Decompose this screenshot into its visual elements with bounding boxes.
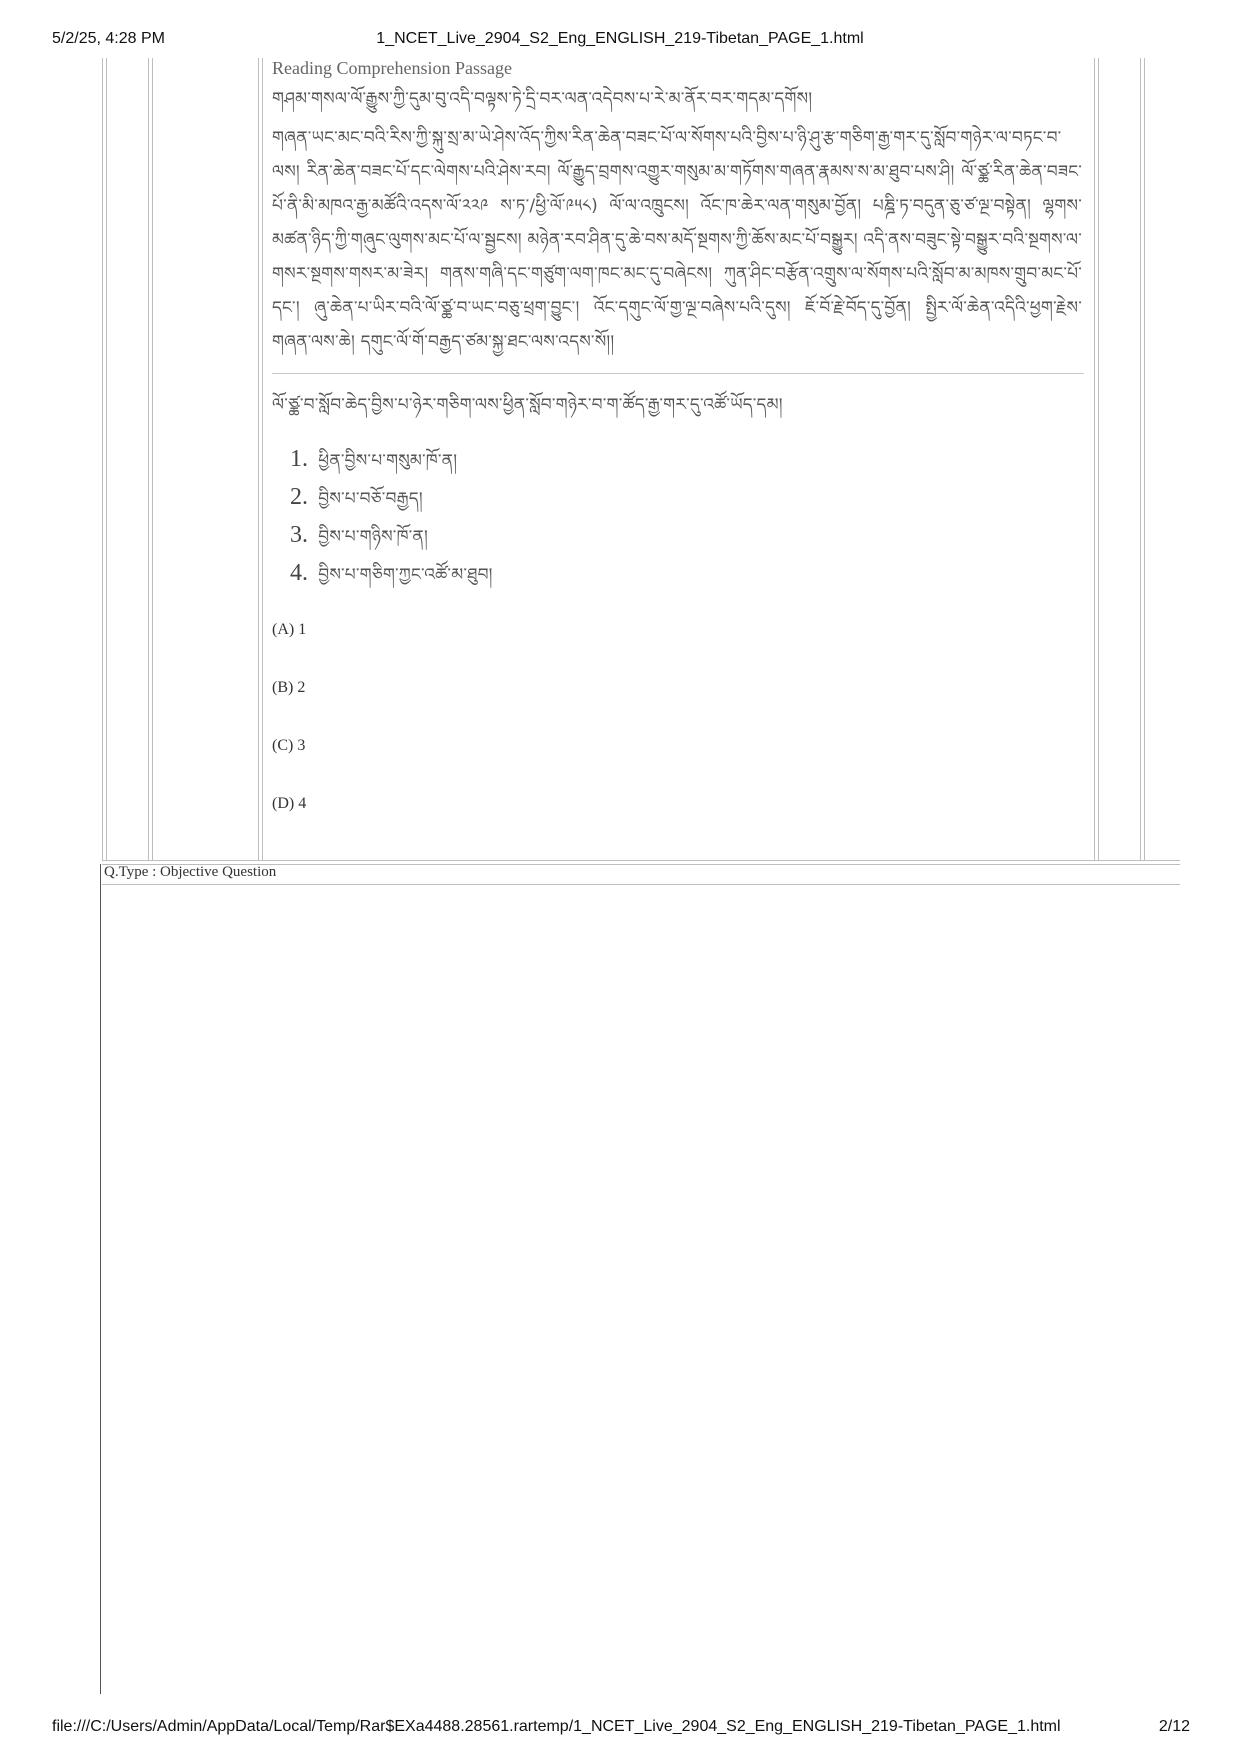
- print-datetime: 5/2/25, 4:28 PM: [52, 30, 165, 47]
- option-c: (C) 3: [272, 737, 306, 754]
- table-column-divider: [1140, 58, 1141, 861]
- option-b: (B) 2: [272, 679, 306, 696]
- print-header: [0, 30, 1240, 52]
- table-column-divider: [152, 58, 153, 861]
- statement-list: [290, 440, 1082, 592]
- table-column-divider: [148, 58, 149, 861]
- statement-number: 3.: [290, 522, 308, 548]
- passage-separator: [272, 373, 1084, 374]
- question-text: ལོ་ཙྪ་བ་སློབ་ཆེད་བྱིས་པ་ཉེར་གཅིག་ལས་ཕྱིན་སློབ་གཉེར་བ་ག་ཚོད་རྒྱ་གར་དུ་འཚོ་ཡོད་དམ།: [272, 395, 783, 415]
- statement-item: [290, 554, 1082, 592]
- table-border-left-inner: [106, 58, 107, 861]
- statement-text: བྱིས་པ་གཉིས་ཁོ་ན།: [318, 527, 428, 547]
- table-border-left: [102, 58, 103, 861]
- page-left-rule: [100, 864, 101, 1694]
- question-type-label: Q.Type : Objective Question: [104, 864, 277, 880]
- print-title: 1_NCET_Live_2904_S2_Eng_ENGLISH_219-Tibetan_PAGE_1.html: [376, 30, 864, 47]
- statement-number: 1.: [290, 446, 308, 472]
- table-row-bottom: [102, 860, 1180, 861]
- print-file-path: file:///C:/Users/Admin/AppData/Local/Temp/Rar$EXa4488.28561.rartemp/1_NCET_Live_2904_S2_Eng_ENGLISH_219-Tibetan_PAGE_1.html: [52, 1718, 1061, 1735]
- print-footer: [0, 1718, 1240, 1740]
- statement-number: 4.: [290, 560, 308, 586]
- statement-text: བྱིས་པ་བཅོ་བརྒྱད།: [318, 489, 423, 509]
- table-column-divider: [262, 58, 263, 861]
- statement-text: ཕྱིན་བྱིས་པ་གསུམ་ཁོ་ན།: [318, 451, 458, 471]
- statement-text: བྱིས་པ་གཅིག་ཀྱང་འཚོ་མ་ཐུབ།: [318, 565, 493, 585]
- statement-item: [290, 516, 1082, 554]
- table-column-divider: [1144, 58, 1145, 861]
- statement-item: [290, 478, 1082, 516]
- table-column-divider: [1094, 58, 1095, 861]
- passage-instruction: གཤམ་གསལ་ལོ་རྒྱུས་ཀྱི་དུམ་བུ་འདི་བལྟས་ཏེ་དྲི་བར་ལན་འདེབས་པ་རེ་མ་ནོར་བར་གདམ་དགོས།: [272, 89, 813, 109]
- answer-options: [272, 618, 1082, 850]
- option-d: (D) 4: [272, 795, 307, 812]
- table-column-divider: [258, 58, 259, 861]
- passage-body: གཞན་ཡང་མང་བའི་རིས་ཀྱི་སྐུ་སྲ་མ་ཡེ་ཤེས་འོད་ཀྱིས་རིན་ཆེན་བཟང་པོ་ལ་སོགས་པའི་བྱིས་པ་ཉི་ཤུ་རྩ་གཅིག་རྒྱ་གར་དུ་སློབ་གཉེར་ལ་བཏང་བ་ལས། རིན་ཆེན་བཟང་པོ་དང་ལེགས་པའི་ཤེས་རབ། ལོ་རྒྱུད་བྲགས་འགྱུར་གསུམ་མ་གཏོགས་གཞན་རྣམས་ས་མ་ཐུབ་པས་ཤི། ལོ་ཙྪ་རིན་ཆེན་བཟང་པོ་ནི་མི་མཁའ་རྒྱ་མཚོའི་འདས་ལོ་༢༢༩ ས་ཏ་/ཕྱི་ལོ་༩༥༨) ལོ་ལ་འཁྲུངས། འོང་ཁ་ཆེར་ལན་གསུམ་བྱོན། པཎྜི་ཏ་བདུན་ཅུ་ཙ་ལྔ་བསྟེན། ལྷགས་མཚན་ཉིད་ཀྱི་གཞུང་ལུགས་མང་པོ་ལ་སྦྱངས། མཉེན་རབ་ཤིན་དུ་ཆེ་བས་མདོ་སྔགས་ཀྱི་ཆོས་མང་པོ་བསྒྱུར། འདི་ནས་བཟུང་སྟེ་བསྒྱུར་བའི་སྔགས་ལ་གསར་སྔགས་གསར་མ་ཟེར། གནས་གཞི་དང་གཙུག་ལག་ཁང་མང་དུ་བཞེངས། ཀུན་ཤིང་བརྩོན་འགྲུས་ལ་སོགས་པའི་སློབ་མ་མཁས་གྲུབ་མང་པོ་དང་། ཞུ་ཆེན་པ་ཡིར་བའི་ལོ་ཙྪ་བ་ཡང་བཅུ་ཕྲག་བྱུང་། འོང་དགུང་ལོ་གྱ་ལྔ་བཞེས་པའི་དུས། ཇོ་བོ་རྗེ་བོད་དུ་བྱོན། སྤྱིར་ལོ་ཆེན་འདིའི་ཕྱག་རྗེས་གཞན་ལས་ཆེ། དགུང་ལོ་གོ་བརྒྱད་ཙམ་སྐྱ་ཐང་ལས་འདས་སོ།།: [272, 128, 1082, 352]
- passage-heading: Reading Comprehension Passage: [272, 58, 512, 78]
- option-a: (A) 1: [272, 621, 307, 638]
- statement-item: [290, 440, 1082, 478]
- statement-number: 2.: [290, 484, 308, 510]
- print-page-number: 2/12: [1158, 1718, 1190, 1735]
- question-cell: [272, 58, 1082, 850]
- table-column-divider: [1098, 58, 1099, 861]
- table-row-bottom: [102, 884, 1180, 885]
